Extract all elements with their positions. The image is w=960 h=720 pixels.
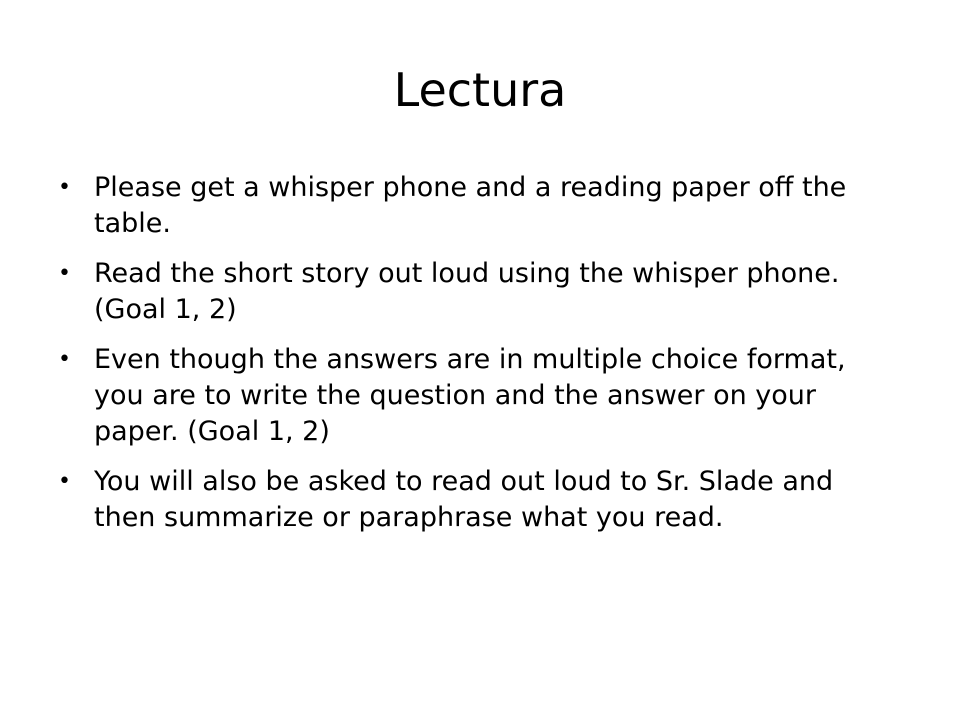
bullet-item	[56, 342, 901, 450]
slide-title: Lectura	[393, 63, 567, 117]
bullet-item	[56, 256, 901, 328]
bullet-list	[56, 170, 901, 550]
bullet-icon: •	[58, 347, 71, 372]
bullet-icon: •	[58, 261, 71, 286]
bullet-text: Please get a whisper phone and a reading paper off the table.	[94, 172, 847, 239]
bullet-item	[56, 464, 901, 536]
bullet-item	[56, 170, 901, 242]
bullet-text: Even though the answers are in multiple choice format, you are to write the question and the answer on your paper. (Goal 1, 2)	[94, 344, 846, 447]
bullet-text: You will also be asked to read out loud to Sr. Slade and then summarize or paraphrase what you read.	[94, 466, 834, 533]
bullet-text: Read the short story out loud using the whisper phone. (Goal 1, 2)	[94, 258, 840, 325]
bullet-icon: •	[58, 175, 71, 200]
bullet-icon: •	[58, 469, 71, 494]
